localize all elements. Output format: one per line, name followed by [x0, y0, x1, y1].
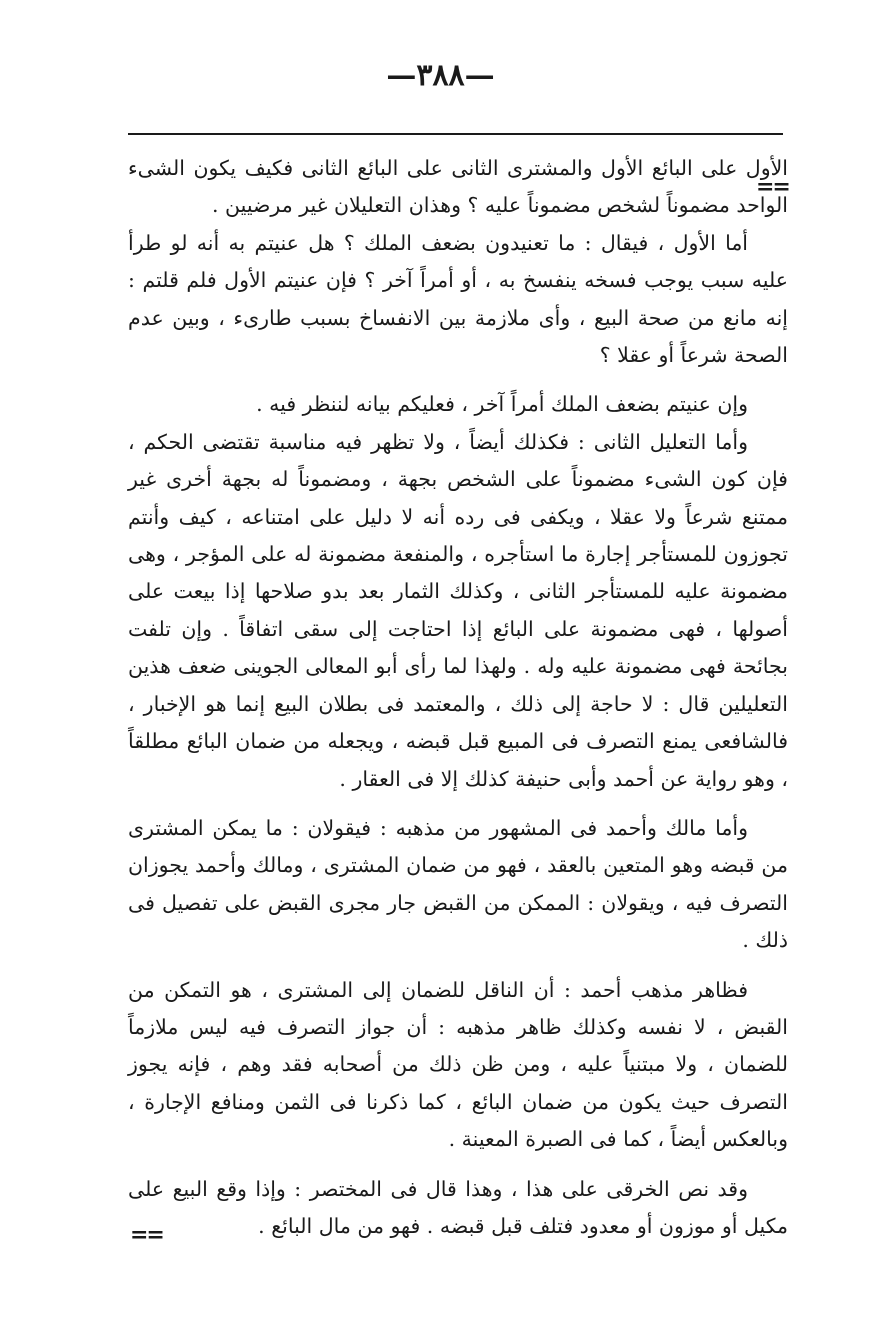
page-number: —٣٨٨— [386, 58, 495, 93]
paragraph-7: وقد نص الخرقى على هذا ، وهذا قال فى المختصر : وإذا وقع البيع على مكيل أو موزون أو معدود فتلف قبل قبضه . فهو من مال البائع . [128, 1176, 788, 1238]
paragraph-1: الأول على البائع الأول والمشترى الثانى على البائع الثانى فكيف يكون الشىء الواحد مضموناً لشخص مضموناً عليه ؟ وهذان التعليلان غير مرضيين . [128, 156, 788, 218]
paragraph-5: وأما مالك وأحمد فى المشهور من مذهبه : فيقولان : ما يمكن المشترى من قبضه وهو المتعين بالعقد ، فهو من ضمان المشترى ، ومالك وأحمد يجوزان التصرف فيه ، ويقولان : الممكن من القبض جار مجرى القبض على تفصيل فى ذلك . [128, 815, 788, 953]
footnote-continuation-mark-bottom: == [130, 1222, 163, 1248]
body-text [128, 150, 788, 1248]
paragraph-3: وإن عنيتم بضعف الملك أمراً آخر ، فعليكم بيانه لننظر فيه . [256, 392, 748, 417]
footnote-continuation-mark: == [756, 174, 789, 200]
paragraph-2: أما الأول ، فيقال : ما تعنيدون بضعف الملك ؟ هل عنيتم به أنه لو طرأ عليه سبب يوجب فسخه ينفسخ به ، أو أمراً آخر ؟ فإن عنيتم الأول فلم قلتم : إنه مانع من صحة البيع ، وأى ملازمة بين الانفساخ بسبب طارىء ، وبين عدم الصحة شرعاً أو عقلا ؟ [128, 230, 788, 368]
paragraph-4: وأما التعليل الثانى : فكذلك أيضاً ، ولا تظهر فيه مناسبة تقتضى الحكم ، فإن كون الشىء مضموناً على الشخص بجهة ، ومضموناً له بجهة أخرى غير ممتنع شرعاً ولا عقلا ، ويكفى فى رده أنه لا دليل على امتناعه ، كيف وأنتم تجوزون للمستأجر إجارة ما استأجره ، والمنفعة مضمونة له على المؤجر ، وهى مضمونة عليه للمستأجر الثانى ، وكذلك الثمار بعد بدو صلاحها إذا بيعت على أصولها ، فهى مضمونة على البائع إذا احتاجت إلى سقى اتفاقاً . وإن تلفت بجائحة فهى مضمونة عليه وله . ولهذا لما رأى أبو المعالى الجوينى ضعف هذين التعليلين قال : لا حاجة إلى ذلك ، والمعتمد فى بطلان البيع إنما هو الإخبار ، فالشافعى يمنع التصرف فى المبيع قبل قبضه ، ويجعله من ضمان البائع مطلقاً ، وهو رواية عن أحمد وأبى حنيفة كذلك إلا فى العقار . [128, 429, 788, 791]
paragraph-6: فظاهر مذهب أحمد : أن الناقل للضمان إلى المشترى ، هو التمكن من القبض ، لا نفسه وكذلك ظاهر مذهبه : أن جواز التصرف فيه ليس ملازماً للضمان ، ولا مبتنياً عليه ، ومن ظن ذلك من أصحابه فقد وهم ، فإنه يجوز التصرف حيث يكون من ضمان البائع ، كما ذكرنا فى الثمن ومنافع الإجارة ، وبالعكس أيضاً ، كما فى الصبرة المعينة . [128, 977, 788, 1152]
header-rule [128, 133, 783, 135]
